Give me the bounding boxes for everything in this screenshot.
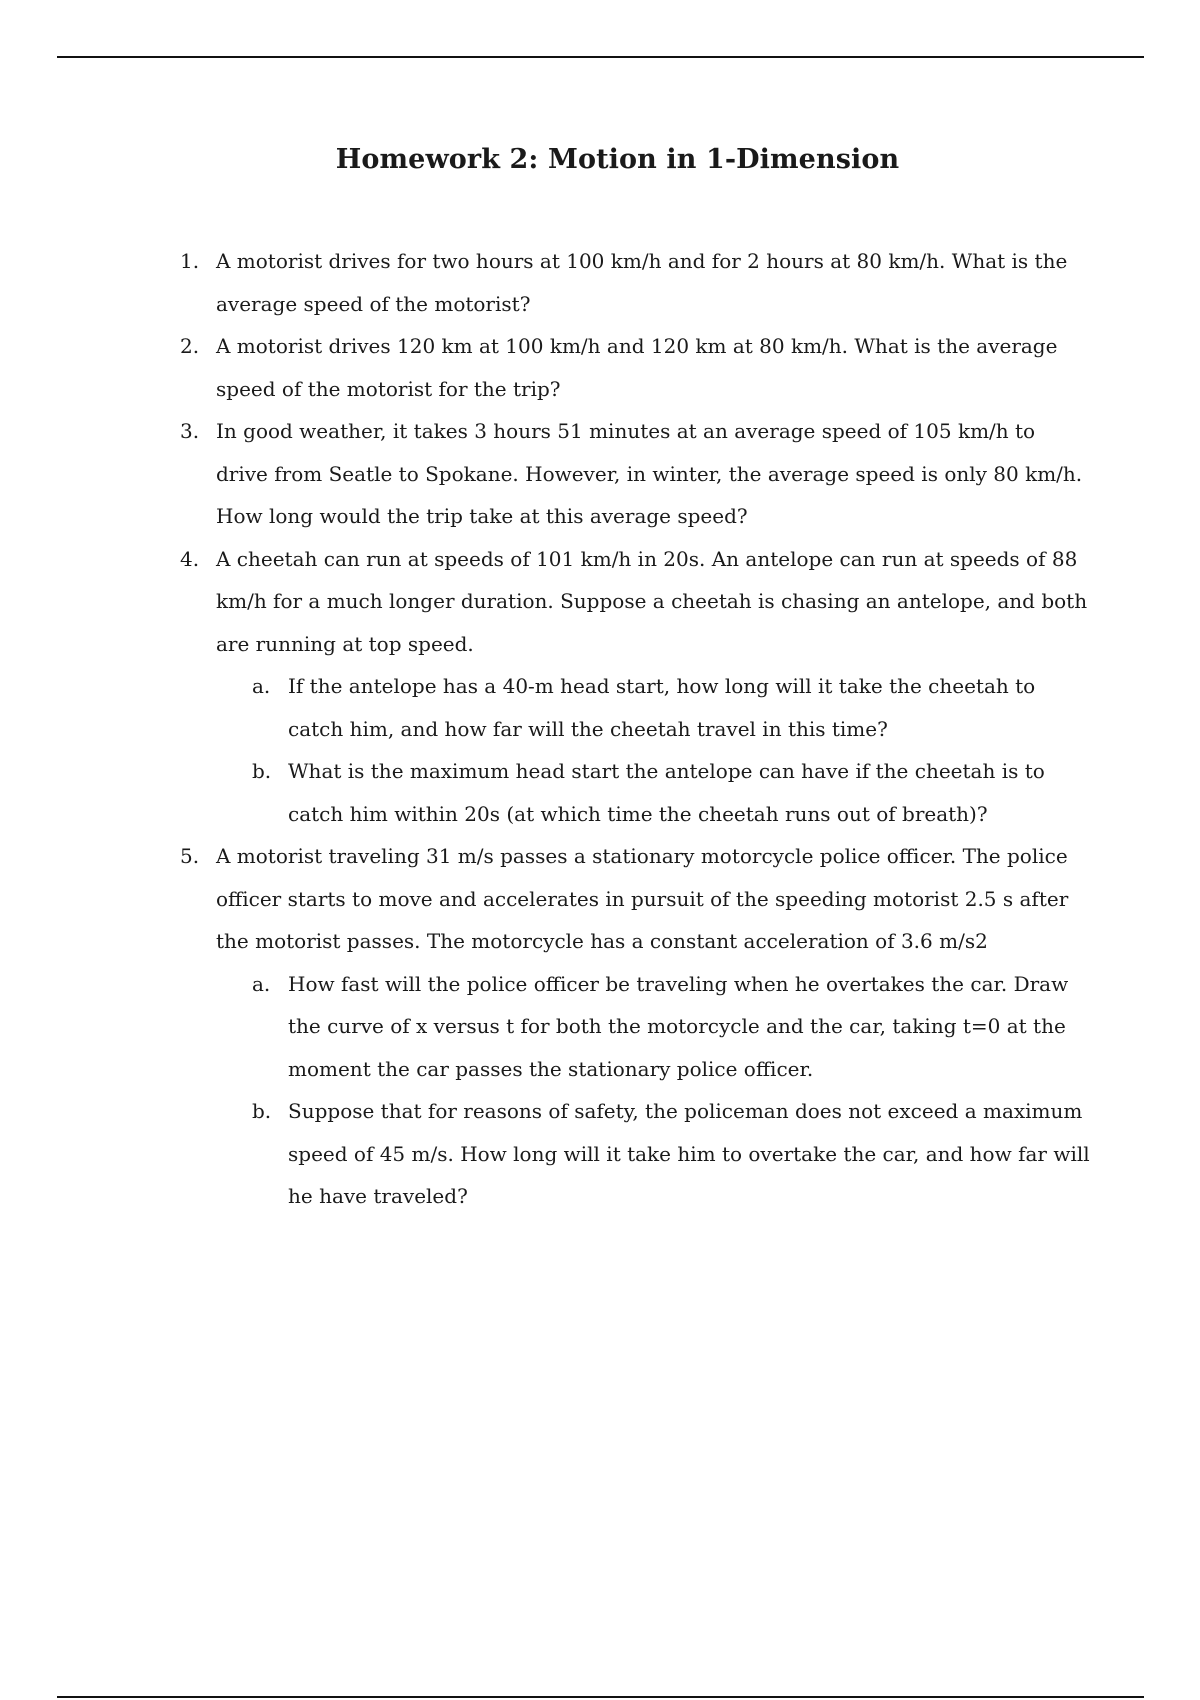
sub-question-letter: a. [252,674,271,698]
question-item [0,835,1200,1218]
sub-question-list [216,665,1092,835]
page-title: Homework 2: Motion in 1-Dimension [335,144,900,175]
sub-question-item [216,665,1092,750]
sub-question-text: What is the maximum head start the antelope can have if the cheetah is to catch him within 20s (at which time the cheetah runs out of breath)? [288,759,1045,826]
question-item [0,325,1200,410]
question-number: 4. [180,546,200,571]
sub-question-text: Suppose that for reasons of safety, the policeman does not exceed a maximum speed of 45 m/s. How long will it take him to overtake the car, and how far will he have traveled? [288,1099,1090,1208]
sub-question-letter: b. [252,759,272,783]
header-rule [57,56,1144,58]
sub-question-item [216,963,1092,1091]
footer-rule [57,1696,1144,1698]
sub-question-item [216,1090,1092,1218]
question-text: A motorist drives for two hours at 100 km/h and for 2 hours at 80 km/h. What is the average speed of the motorist? [216,249,1068,316]
question-number: 1. [180,249,200,273]
sub-question-text: How fast will the police officer be traveling when he overtakes the car. Draw the curve of x versus t for both the motorcycle and the car, taking t=0 at the moment the car passes the stationary police officer. [288,971,1069,1081]
question-text: A motorist drives 120 km at 100 km/h and 120 km at 80 km/h. What is the average speed of the motorist for the trip? [216,334,1058,401]
question-item [0,538,1200,836]
question-number: 5. [180,844,200,868]
sub-question-letter: a. [252,971,271,996]
question-number: 3. [180,419,200,443]
sub-question-letter: b. [252,1099,272,1123]
question-number: 2. [180,334,200,358]
question-text: A motorist traveling 31 m/s passes a stationary motorcycle police officer. The police officer starts to move and accelerates in pursuit of the speeding motorist 2.5 s after the motorist passes. The motorcycle has a constant acceleration of 3.6 m/s2 [216,844,1069,953]
sub-question-list [216,963,1092,1218]
question-list [0,240,1200,1218]
question-item [0,410,1200,538]
question-item [0,240,1200,325]
sub-question-item [216,750,1092,835]
sub-question-text: If the antelope has a 40-m head start, how long will it take the cheetah to catch him, and how far will the cheetah travel in this time? [288,674,1036,741]
question-text: In good weather, it takes 3 hours 51 minutes at an average speed of 105 km/h to drive from Seatle to Spokane. However, in winter, the average speed is only 80 km/h. How long would the trip take at this average speed? [216,419,1083,528]
question-text: A cheetah can run at speeds of 101 km/h in 20s. An antelope can run at speeds of 88 km/h for a much longer duration. Suppose a cheetah is chasing an antelope, and both are running at top speed. [216,546,1088,656]
